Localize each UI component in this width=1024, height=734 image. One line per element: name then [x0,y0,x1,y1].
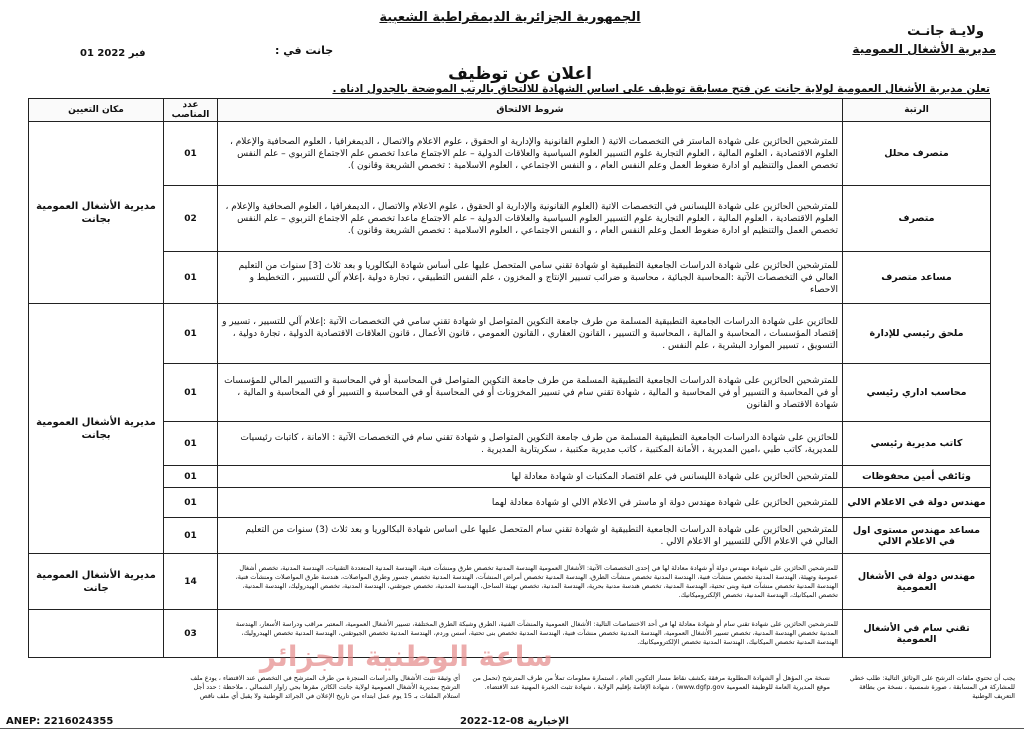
rank-cell: مساعد مهندس مستوى اول في الاعلام الالي [843,518,991,554]
rank-cell: ملحق رئيسي للإدارة [843,304,991,364]
republic-header: الجمهورية الجزائرية الديمقراطية الشعبية [379,10,641,25]
rank-cell: متصرف محلل [843,122,991,186]
table-row [29,554,991,610]
header-conditions: شروط الالتحاق [218,99,843,122]
count-cell: 01 [164,122,218,186]
watermark: ساعة الوطنية الجزائر [260,640,553,673]
table-header-row [29,99,991,122]
table-row [29,186,991,252]
rank-cell: مساعد متصرف [843,252,991,304]
conditions-cell: للمترشحين الحائزين على شهادة الدراسات الجامعية التطبيقية المسلمة من طرف جامعة التكوين المتواصل في المحاسبة أو في المحاسبة و التسيير المالي للمؤسسات أو في المحاسبة و التسيير أو في المحاسبة و المالية ، شهادة تقني سام في تسيير المخزونات أو في المحاسبة أو في المحاسبة و التسيير أو في المحاسبة و المالية ، شهادة الاقتصاد و القانون [218,364,843,422]
table-row [29,422,991,466]
header-count: عدد المناصب [164,99,218,122]
rank-cell: محاسب اداري رئيسي [843,364,991,422]
conditions-cell: للمترشحين الحائزين على شهادة مهندس دولة أو شهادة معادلة لها في إحدى التخصصات الآتية: الأشغال العمومية الهندسة المدنية تخصص طرق ومنشآت فنية، الهندسة المدنية المتعددة التقنيات، الهندسة المدنية، تخصص أشغال عمومية وتهيئة، الهندسة المدنية تخصص منشآت فنية، الهندسة المدنية تخصص منشآت الطرق، الهندسة المدنية تخصص أمراض المنشآت، الهندسة المدنية تخصص جسور وطرق المواصلات، هندسة طرق المواصلات ومنشآت فنية، الهندسة المدنية تخصص منشآت فنية وبنى تحتية، الهندسة المدنية، تخصص هندسة مدنية بحرية، الهندسة المدنية، تخصص تهيئة الساحل، الهندسة المدنية، تخصص جيوتقني، الهندسة المدنية، تخصص الهيدروليك، الهندسة المدنية، تخصص الميكانيك، الهندسة المدنية، تخصص الإلكتروميكانيك. [218,554,843,610]
table-row [29,304,991,364]
publication-info: الإخبارية 08-12-2022 [460,716,569,727]
place-cell: مديرية الأشغال العمومية بجانت [29,304,164,554]
count-cell: 01 [164,304,218,364]
conditions-cell: للمترشحين الحائزين على شهادة الدراسات الجامعية التطبيقية او شهادة تقني سامي المتحصل عليها على أساس شهادة البكالوريا و بعد ثلاث [3] سنوات من التعليم العالي في التخصصات الآتية :المحاسبة الجبائية ، محاسبة و ضرائب تسيير الإنتاج و المخزون ، علم النفس التطبيقي ، تجارة دولية ،إعلام آلي للتسيير ، التخطيط و الاحصاء [218,252,843,304]
wilaya-name: ولايـة جانـت [907,24,984,39]
table-row [29,364,991,422]
rank-cell: مهندس دولة في الاعلام الالي [843,488,991,518]
count-cell: 02 [164,186,218,252]
conditions-cell: للمترشحين الحائزين على شهادة الليسانس في علم اقتصاد المكتبات او شهادة معادلة لها [218,466,843,488]
rank-cell: وثائقي أمين محفوظات [843,466,991,488]
table-row [29,122,991,186]
footer-documents-required: يجب أن تحتوي ملفات الترشح على الوثائق التالية: طلب خطي للمشاركة في المسابقة ، صورة شمسية ، نسخة من بطاقة التعريف الوطنية [849,674,1015,700]
footer-documents-list: نسخة من المؤهل أو الشهادة المطلوبة مرفقة بكشف نقاط مسار التكوين العام ، استمارة معلومات تملأ من طرف المترشح (تحمل من موقع المديرية العامة للوظيفة العمومية www.dgfp.gov) ، شهادة الإقامة بإقليم الولاية ، شهادة تثبت الخبرة المهنية عند الاقتضاء. [472,674,830,691]
count-cell: 01 [164,466,218,488]
footer-divider [0,728,1024,729]
count-cell: 14 [164,554,218,610]
count-cell: 03 [164,610,218,658]
header-rank: الرتبة [843,99,991,122]
rank-cell: تقني سام في الأشغال العمومية [843,610,991,658]
rank-cell: كاتب مديرية رئيسي [843,422,991,466]
conditions-cell: للمترشحين الحائزين على شهادة مهندس دولة او ماستر في الاعلام الالي او شهادة معادلة لهما [218,488,843,518]
announcement-title: اعلان عن توظيف [448,64,592,84]
recruitment-table [28,98,991,658]
table-row [29,466,991,488]
count-cell: 01 [164,518,218,554]
table-row [29,252,991,304]
footer-notes: أي وثيقة تثبت الأشغال والدراسات المنجزة من طرف المترشح في التخصص عند الاقتضاء ، يودع ملف الترشح بمديرية الأشغال العمومية لولاية جانت الكائن مقرها بحي زاوار الشمالي ، ملاحظة : حدد أجل استلام الملفات بـ 15 يوم عمل ابتداء من تاريخ الإعلان في الجرائد الوطنية ولا يقبل أي ملف ناقص [190,674,460,700]
conditions-cell: للحائزين على شهادة الدراسات الجامعية التطبيقية المسلمة من طرف جامعة التكوين المتواصل و شهادة تقني سام في التخصصات الآتية : الامانة ، كاتبات رئيسيات للمديرية، كاتب طبي ،امين المديرية ، الأمانة المكتبية ، كاتب مديرية مكتبية ، سكريتارية المديرية . [218,422,843,466]
city-date-label: جانت في : [275,44,334,57]
place-cell-empty [29,610,164,658]
count-cell: 01 [164,488,218,518]
count-cell: 01 [164,422,218,466]
place-cell: مديرية الأشغال العمومية بجانت [29,122,164,304]
handwritten-date: 01 فبر 2022 [80,48,146,59]
anep-number: ANEP: 2216024355 [6,716,114,727]
conditions-cell: للمترشحين الحائزين على شهادة الماستر في التخصصات الاتية ( العلوم القانونية والإدارية او الحقوق ، علوم الاعلام والاتصال ، الديمغرافيا ، العلوم الصحافية والإعلام ، العلوم الاقتصادية ، العلوم المالية ، العلوم التجارية علوم التسيير العلوم السياسية والعلاقات الدولية – علم الاجتماع ماعدا تخصص علم الاجتماع التربوي – علم النفس تخصص العمل والتنظيم او ادارة ضغوط العمل وعلم النفس العام ، و النفس الاجتماعي ، العلوم الاسلامية : تخصص الشريعة وقانون ). [218,122,843,186]
conditions-cell: للمترشحين الحائزين على شهادة الدراسات الجامعية التطبيقية او شهادة تقني سام المتحصل عليها على اساس شهادة البكالوريا و بعد ثلاث (3) سنوات من التعليم العالي في الاعلام الآلي للتسيير او الاعلام الالي . [218,518,843,554]
conditions-cell: للحائزين على شهادة الدراسات الجامعية التطبيقية المسلمة من طرف جامعة التكوين المتواصل او شهادة تقني سامي في التخصصات الآتية :إعلام آلي للتسيير ، تسيير و إقتصاد المؤسسات ، المحاسبة و المالية ، المحاسبة و التسيير ، القانون العقاري ، القانون العمومي ، قانون الأعمال ، قانون العلاقات الاقتصادية الدولية ، تجارة دولية ، التسويق ، تسيير الموارد البشرية ، علم النفس . [218,304,843,364]
table-row [29,518,991,554]
conditions-cell: للمترشحين الحائزين على شهادة تقني سام أو شهادة معادلة لها في أحد الاختصاصات التالية: الأشغال العمومية والمنشآت الفنية، الطرق وشبكة الطرق المختلفة، تسيير الأشغال العمومية، المعتبر مراقب ودراسة الأسعار، الهندسة المدنية تخصص الهندسة المدنية، تخصص تسيير الأشغال العمومية، الهندسة المدنية تخصص منشآت فنية، الهندسة المدنية تخصص بنى تحتية، أسس وردم، الهندسة المدنية تخصص الجيوتقني، الهندسة المدنية تخصص الهيدروليك، الهندسة المدنية تخصص الميكانيك، الهندسة المدنية تخصص الإلكتروميكانيك. [218,610,843,658]
count-cell: 01 [164,252,218,304]
directorate-name: مديرية الأشغال العمومية [852,42,996,56]
conditions-cell: للمترشحين الحائزين على شهادة الليسانس في التخصصات الاتية (العلوم القانونية والإدارية او الحقوق ، علوم الاعلام والاتصال ، الديمغرافيا ، العلوم الصحافية والإعلام ، العلوم الاقتصادية ، العلوم المالية ، العلوم التجارية علوم التسيير العلوم السياسية والعلاقات الدولية – علم الاجتماع ماعدا تخصص علم الاجتماع التربوي – علم النفس تخصص العمل والتنظيم او ادارة ضغوط العمل وعلم النفس العام ، و النفس الاجتماعي ، العلوم الاسلامية : تخصص الشريعة وقانون ). [218,186,843,252]
table-row [29,488,991,518]
rank-cell: مهندس دولة في الأشغال العمومية [843,554,991,610]
header-place: مكان التعيين [29,99,164,122]
count-cell: 01 [164,364,218,422]
intro-text: تعلن مديرية الأشغال العمومية لولاية جانت عن فتح مسابقة توظيف على اساس الشهادة للالتحاق بالرتب الموضحة بالجدول ادناه . [332,83,990,95]
rank-cell: متصرف [843,186,991,252]
place-cell: مديرية الأشغال العمومية جانت [29,554,164,610]
